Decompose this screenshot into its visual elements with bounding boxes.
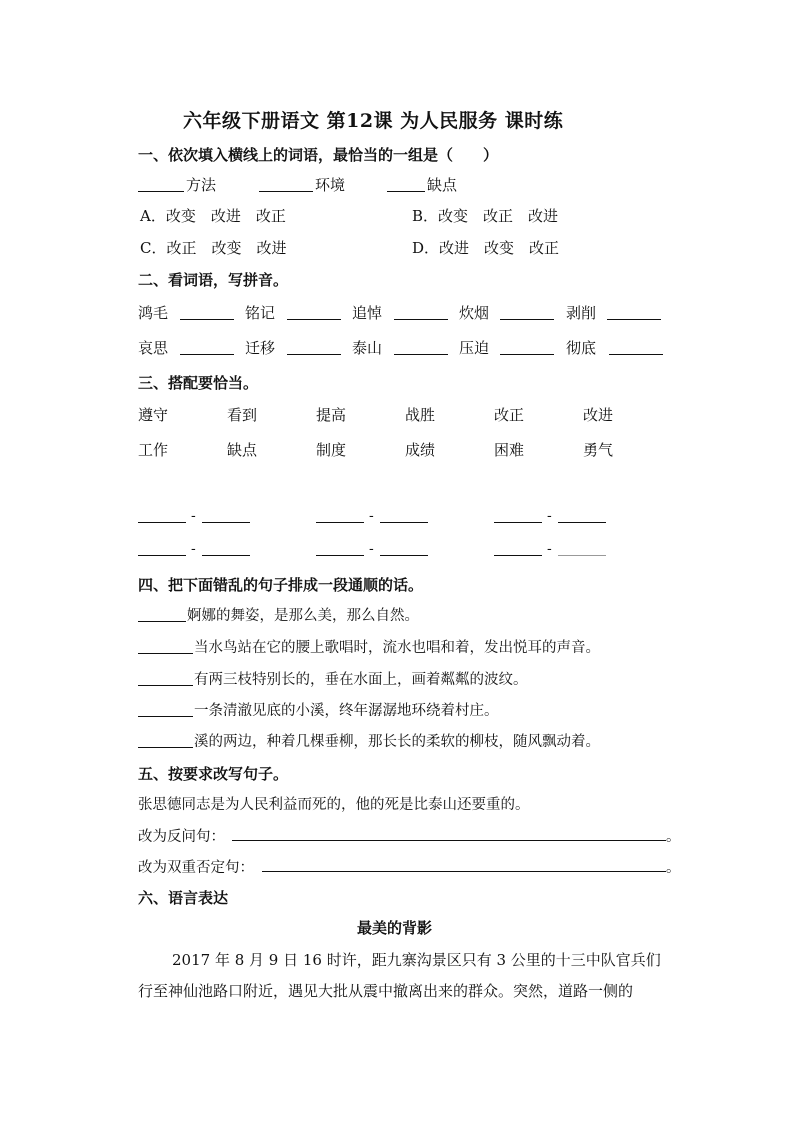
order-sentence: 有两三枝特别长的，垂在水面上，画着粼粼的波纹。 — [194, 672, 528, 688]
match-line[interactable] — [316, 522, 364, 523]
blank-word-1: 方法 — [186, 176, 217, 194]
match-line[interactable] — [558, 555, 606, 556]
option-letter: C． — [140, 239, 167, 257]
blank-line[interactable] — [387, 191, 425, 192]
match-word: 改正 — [494, 406, 525, 424]
story-title: 最美的背影 — [357, 919, 433, 937]
period: 。 — [666, 860, 681, 876]
section-3-heading: 三、搭配要恰当。 — [138, 374, 259, 392]
match-word: 成绩 — [405, 441, 436, 459]
match-dash: - — [547, 541, 552, 557]
match-word: 改进 — [583, 406, 614, 424]
match-line[interactable] — [494, 555, 542, 556]
match-dash: - — [369, 508, 374, 524]
double-negative-answer-line[interactable] — [262, 871, 666, 872]
order-sentence: 溪的两边，种着几棵垂柳，那长长的柔软的柳枝，随风飘动着。 — [194, 734, 600, 750]
order-sentence: 当水鸟站在它的腰上歌唱时，流水也唱和着，发出悦耳的声音。 — [194, 640, 600, 656]
pinyin-line[interactable] — [180, 319, 234, 320]
order-line[interactable] — [138, 716, 193, 717]
source-sentence: 张思德同志是为人民利益而死的，他的死是比泰山还要重的。 — [138, 797, 530, 813]
pinyin-line[interactable] — [609, 354, 663, 355]
match-word: 缺点 — [227, 441, 258, 459]
order-sentence: 婀娜的舞姿，是那么美，那么自然。 — [187, 608, 419, 624]
option-words: 改变 改正 改进 — [438, 207, 559, 225]
match-word: 遵守 — [138, 406, 169, 424]
pinyin-line[interactable] — [500, 354, 554, 355]
option-words: 改正 改变 改进 — [166, 239, 287, 257]
order-line[interactable] — [138, 747, 193, 748]
match-dash: - — [369, 541, 374, 557]
document-title: 六年级下册语文 第12课 为人民服务 课时练 — [183, 110, 564, 132]
blank-word-3: 缺点 — [427, 176, 458, 194]
story-paragraph-line-2: 行至神仙池路口附近，遇见大批从震中撤离出来的群众。突然，道路一侧的 — [138, 982, 634, 1000]
match-dash: - — [191, 541, 196, 557]
pinyin-line[interactable] — [394, 354, 448, 355]
option-letter: D． — [412, 239, 440, 257]
pinyin-line[interactable] — [500, 319, 554, 320]
option-a[interactable] — [140, 205, 286, 226]
rhetorical-answer-line[interactable] — [232, 840, 666, 841]
option-d[interactable] — [412, 237, 559, 258]
pinyin-line[interactable] — [180, 354, 234, 355]
section-2-heading: 二、看词语，写拼音。 — [138, 271, 289, 289]
pinyin-word: 铭记 — [245, 304, 276, 322]
match-word: 困难 — [494, 441, 525, 459]
option-letter: B． — [412, 207, 439, 225]
pinyin-word: 迁移 — [245, 339, 276, 357]
option-words: 改进 改变 改正 — [439, 239, 560, 257]
match-line[interactable] — [202, 522, 250, 523]
pinyin-word: 彻底 — [566, 339, 597, 357]
match-line[interactable] — [380, 522, 428, 523]
story-paragraph-line-1: 2017 年 8 月 9 日 16 时许，距九寨沟景区只有 3 公里的十三中队官兵们 — [172, 951, 661, 969]
match-word: 制度 — [316, 441, 347, 459]
pinyin-word: 压迫 — [459, 339, 490, 357]
match-word: 勇气 — [583, 441, 614, 459]
option-c[interactable] — [140, 237, 287, 258]
option-b[interactable] — [412, 205, 558, 226]
match-word: 提高 — [316, 406, 347, 424]
pinyin-word: 泰山 — [352, 339, 383, 357]
pinyin-word: 炊烟 — [459, 304, 490, 322]
pinyin-word: 鸿毛 — [138, 304, 169, 322]
pinyin-line[interactable] — [287, 319, 341, 320]
pinyin-line[interactable] — [607, 319, 661, 320]
match-word: 看到 — [227, 406, 258, 424]
pinyin-line[interactable] — [394, 319, 448, 320]
blank-word-2: 环境 — [315, 176, 346, 194]
match-line[interactable] — [138, 555, 186, 556]
order-sentence: 一条清澈见底的小溪，终年潺潺地环绕着村庄。 — [194, 703, 499, 719]
option-letter: A． — [140, 207, 166, 225]
option-words: 改变 改进 改正 — [165, 207, 286, 225]
order-line[interactable] — [138, 685, 193, 686]
match-dash: - — [547, 508, 552, 524]
match-line[interactable] — [558, 522, 606, 523]
match-line[interactable] — [138, 522, 186, 523]
pinyin-word: 追悼 — [352, 304, 383, 322]
order-line[interactable] — [138, 621, 186, 622]
match-line[interactable] — [494, 522, 542, 523]
order-line[interactable] — [138, 653, 193, 654]
match-line[interactable] — [380, 555, 428, 556]
match-dash: - — [191, 508, 196, 524]
pinyin-word: 哀思 — [138, 339, 169, 357]
match-line[interactable] — [316, 555, 364, 556]
blank-line[interactable] — [259, 191, 313, 192]
match-word: 工作 — [138, 441, 169, 459]
section-4-heading: 四、把下面错乱的句子排成一段通顺的话。 — [138, 576, 424, 594]
section-1-heading: 一、依次填入横线上的词语，最恰当的一组是（ ） — [138, 146, 499, 164]
section-6-heading: 六、语言表达 — [138, 889, 229, 907]
match-word: 战胜 — [405, 406, 436, 424]
section-5-heading: 五、按要求改写句子。 — [138, 765, 289, 783]
pinyin-word: 剥削 — [566, 304, 597, 322]
double-negative-label: 改为双重否定句： — [138, 860, 254, 876]
period: 。 — [666, 829, 681, 845]
rhetorical-label: 改为反问句： — [138, 829, 225, 845]
pinyin-line[interactable] — [287, 354, 341, 355]
match-line[interactable] — [202, 555, 250, 556]
blank-line[interactable] — [138, 191, 184, 192]
